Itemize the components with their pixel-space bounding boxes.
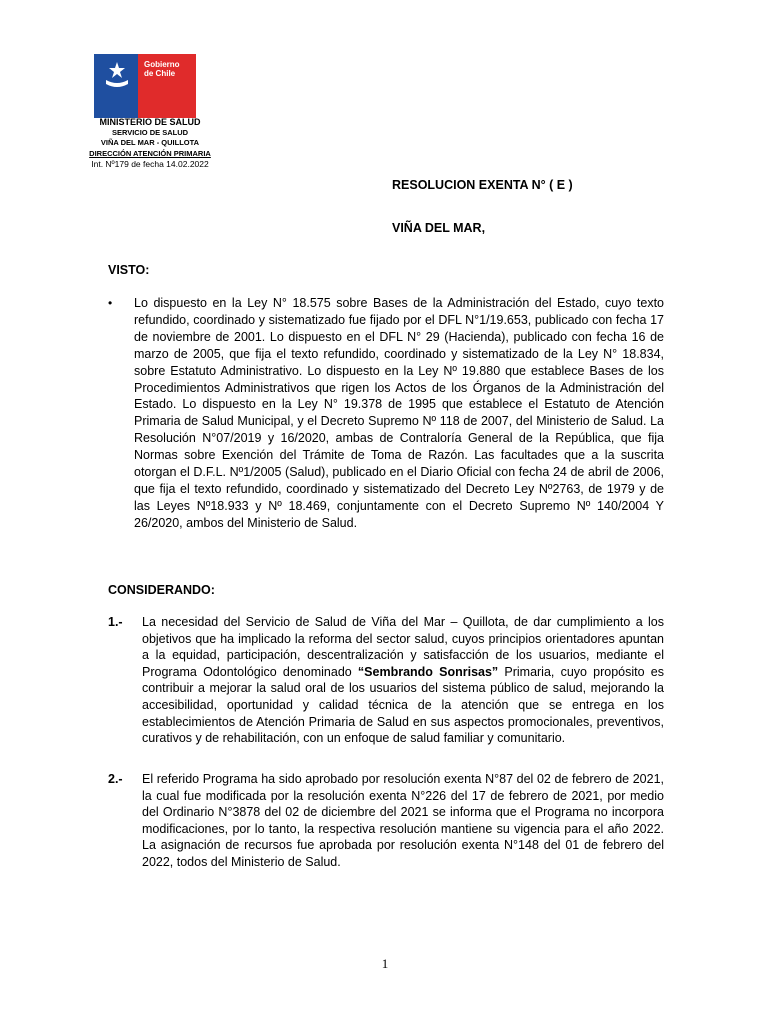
issuer-header	[70, 117, 230, 170]
service-name: SERVICIO DE SALUD	[111, 127, 189, 137]
city-line: VIÑA DEL MAR,	[392, 221, 486, 235]
resolution-title: RESOLUCION EXENTA N° ( E )	[392, 178, 573, 192]
considerando-heading: CONSIDERANDO:	[108, 583, 215, 597]
direction-name: DIRECCIÓN ATENCIÓN PRIMARIA	[89, 148, 211, 158]
program-name: “Sembrando Sonrisas”	[357, 664, 499, 679]
chile-coat-of-arms-icon	[100, 60, 134, 88]
service-region: VIÑA DEL MAR - QUILLOTA	[100, 138, 200, 147]
gobierno-de-chile-logo	[94, 54, 196, 118]
internal-reference: Int. Nº179 de fecha 14.02.2022	[91, 159, 209, 169]
item-number: 2.-	[108, 772, 123, 786]
visto-paragraph: Lo dispuesto en la Ley N° 18.575 sobre Bases de la Administración del Estado, cuyo texto refundido, coordinado y sistematizado fue fijado por el DFL N°1/19.653, publicado con fecha 17 de noviembre de 2001. Lo dispuesto en el DFL N° 29 (Hacienda), publicado con fecha 16 de marzo de 2005, que fija el texto refundido, coordinado y sistematizado de la Ley N° 18.834, sobre Estatuto Administrativo. Lo dispuesto en la Ley Nº 19.880 que establece Bases de los Procedimientos Administrativos que rigen los Actos de los Órganos de la Administración del Estado. Lo dispuesto en la Ley N° 19.378 de 1995 que establece el Estatuto de Atención Primaria de Salud Municipal, y el Decreto Supremo Nº 118 de 2007, del Ministerio de Salud. La Resolución N°07/2019 y 16/2020, ambas de Contraloría General de la República, que fija Normas sobre Exención del Trámite de Toma de Razón. Las facultades que a la suscrita otorgan el D.F.L. Nº1/2005 (Salud), publicado en el Diario Oficial con fecha 24 de abril de 2006, que fija el texto refundido, coordinado y sistematizado del Decreto Ley Nº2763, de 1979 y de las Leyes Nº18.933 y Nº 18.469, conjuntamente con el Decreto Supremo Nº 140/2004 Y 26/2020, ambos del Ministerio de Salud.	[134, 296, 664, 530]
item-number: 1.-	[108, 615, 123, 629]
logo-line-2: de Chile	[144, 69, 176, 78]
considerando-paragraph-2: El referido Programa ha sido aprobado por resolución exenta N°87 del 02 de febrero de 2021, la cual fue modificada por la resolución exenta N°226 del 17 de febrero de 2021, por medio del Ordinario N°3878 del 02 de diciembre del 2021 se informa que el Programa no incorpora modificaciones, por lo tanto, la respectiva resolución mantiene su vigencia para el año 2022. La asignación de recursos fue aprobada por resolución exenta N°148 del 01 de febrero del 2022, todos del Ministerio de Salud.	[142, 772, 664, 869]
logo-line-1: Gobierno	[144, 60, 180, 69]
visto-heading: VISTO:	[108, 263, 150, 277]
ministry-name: MINISTERIO DE SALUD	[99, 117, 201, 127]
visto-bullet: •	[108, 296, 113, 310]
considerando-paragraph-1: La necesidad del Servicio de Salud de Viña del Mar – Quillota, de dar cumplimiento a los objetivos que ha implicado la reforma del sector salud, cuyos principios orientadores apuntan a la equidad, participación, descentralización y satisfacción de los usuarios, mediante el Programa Odontológico denominado “Sembrando Sonrisas” Primaria, cuyo propósito es contribuir a mejorar la salud oral de los usuarios del sistema público de salud, mejorando la accesibilidad, oportunidad y calidad técnica de la atención que se entrega en los establecimientos de Atención Primaria de Salud en sus aspectos promocionales, preventivos, curativos y de rehabilitación, con un enfoque de salud familiar y comunitario.	[142, 615, 664, 746]
page-number: 1	[381, 956, 389, 971]
